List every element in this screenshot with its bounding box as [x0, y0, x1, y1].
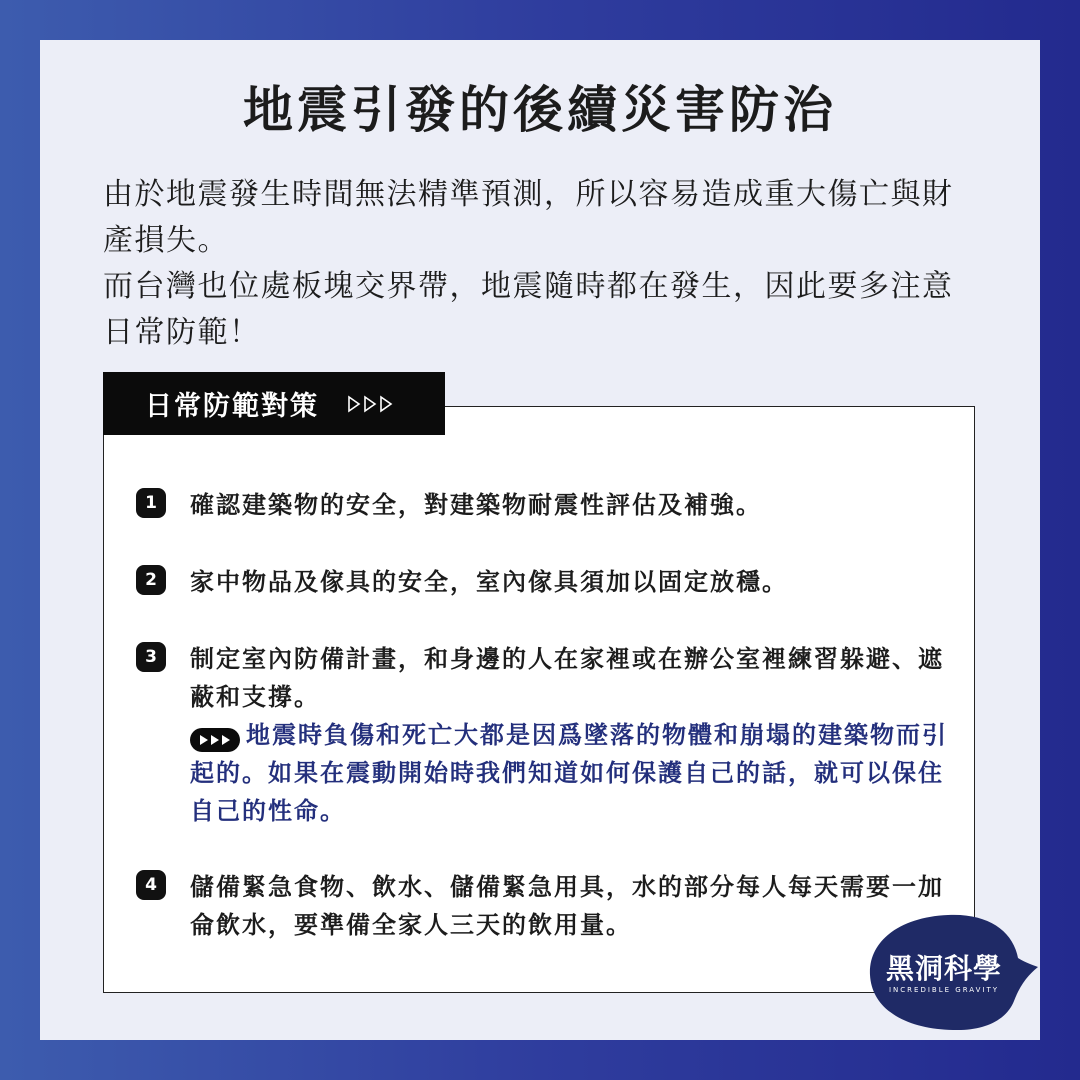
item-note-text: 地震時負傷和死亡大都是因爲墜落的物體和崩塌的建築物而引起的。如果在震動開始時我們知道如何保護自己的話，就可以保住自己的性命。 [190, 721, 948, 825]
item-text: 儲備緊急食物、飲水、儲備緊急用具，水的部分每人每天需要一加侖飲水，要準備全家人三天的飲用量。 [190, 873, 944, 939]
intro-text [103, 172, 983, 356]
list-item [136, 486, 956, 524]
item-text: 制定室內防備計畫，和身邊的人在家裡或在辦公室裡練習躲避、遮蔽和支撐。 [190, 645, 944, 711]
item-text: 確認建築物的安全，對建築物耐震性評估及補強。 [190, 491, 762, 519]
list-item [136, 563, 956, 601]
intro-paragraph-1: 由於地震發生時間無法精準預測，所以容易造成重大傷亡與財產損失。 [103, 177, 954, 258]
section-heading-tab [103, 372, 445, 435]
item-text: 家中物品及傢具的安全，室內傢具須加以固定放穩。 [190, 568, 788, 596]
item-number-badge: 3 [136, 642, 166, 672]
list-item [136, 640, 956, 830]
list-item [136, 868, 956, 944]
play-arrows-icon [190, 728, 240, 752]
logo-tagline: INCREDIBLE GRAVITY [888, 986, 1000, 994]
intro-paragraph-2: 而台灣也位處板塊交界帶，地震隨時都在發生，因此要多注意日常防範！ [103, 269, 954, 350]
logo-name: 黑洞科學 [886, 952, 1003, 985]
item-number-badge: 1 [136, 488, 166, 518]
item-note [190, 716, 950, 830]
item-number-badge: 4 [136, 870, 166, 900]
section-heading: 日常防範對策 [145, 391, 319, 422]
item-number-badge: 2 [136, 565, 166, 595]
page-title: 地震引發的後續災害防治 [243, 81, 837, 139]
triple-arrow-icon [347, 395, 393, 413]
